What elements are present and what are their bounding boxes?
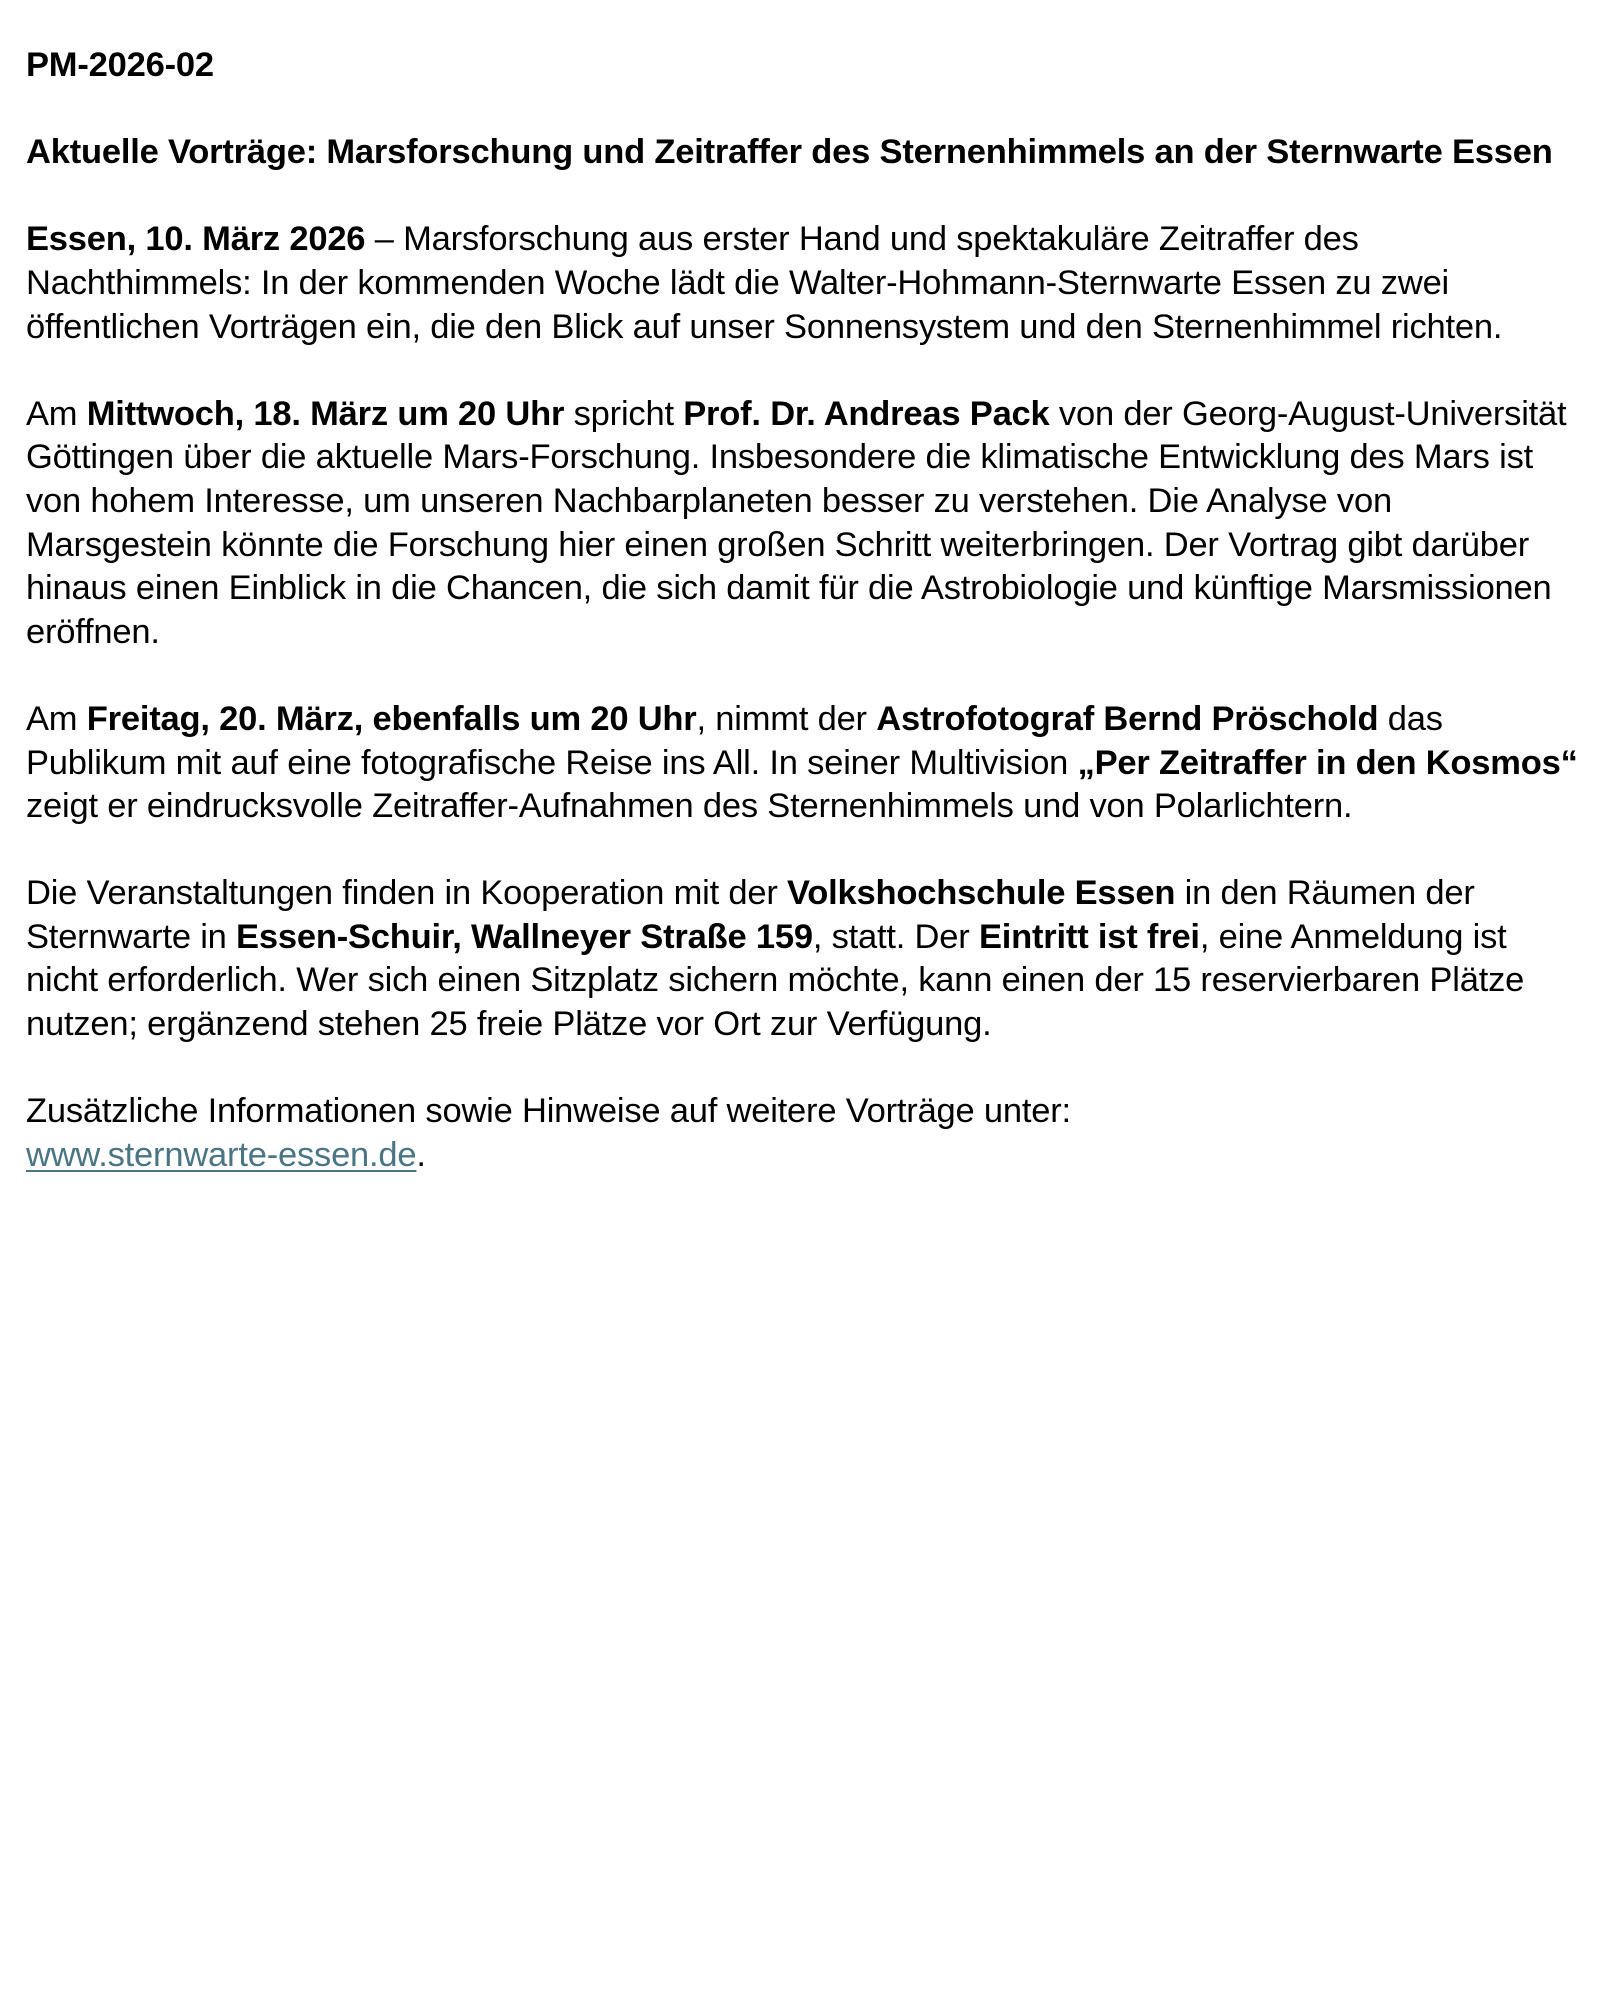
talk2-speaker: Astrofotograf Bernd Pröschold xyxy=(876,699,1379,738)
talk2-date: Freitag, 20. März, ebenfalls um 20 Uhr xyxy=(86,699,697,738)
venue-text: in den Räumen der Sternwarte in xyxy=(26,874,1475,956)
talk2-paragraph xyxy=(26,698,1586,829)
talk1-paragraph xyxy=(26,393,1586,655)
talk2-text: das Publikum mit auf eine fotografische Reise ins All. In seiner Multivision xyxy=(26,699,1443,782)
talk2-text: zeigt er eindrucksvolle Zeitraffer-Aufnahmen des Sternenhimmels und von Polarlichtern. xyxy=(26,787,1353,826)
venue-text: , statt. Der xyxy=(812,917,979,956)
talk1-text: Am xyxy=(26,394,87,433)
website-link[interactable]: www.sternwarte-essen.de xyxy=(26,1135,417,1174)
press-release xyxy=(26,44,1586,1221)
talk2-text: , nimmt der xyxy=(696,699,877,738)
talk1-text: spricht xyxy=(564,394,684,433)
venue-text: Die Veranstaltungen finden in Kooperation mit der xyxy=(26,874,787,913)
talk1-date: Mittwoch, 18. März um 20 Uhr xyxy=(86,394,565,433)
venue-partner: Volkshochschule Essen xyxy=(787,874,1176,913)
intro-text: – Marsforschung aus erster Hand und spektakuläre Zeitraffer des Nachthimmels: In der kommenden Woche lädt die Walter-Hohmann-Sternwarte Essen zu zwei öffentlichen Vorträgen ein, die den Blick auf unser Sonnensystem und den Sternenhimmel richten. xyxy=(26,220,1503,346)
talk1-text: von der Georg-August-Universität Göttingen über die aktuelle Mars-Forschung. Insbesondere die klimatische Entwicklung des Mars ist von hohem Interesse, um unseren Nachbarplaneten besser zu verstehen. Die Analyse von Marsgestein könnte die Forschung hier einen großen Schritt weiterbringen. Der Vortrag gibt darüber hinaus einen Einblick in die Chancen, die sich damit für die Astrobiologie und künftige Marsmissionen eröffnen. xyxy=(26,394,1567,651)
venue-text: , eine Anmeldung ist nicht erforderlich. Wer sich einen Sitzplatz sichern möchte, kann einen der 15 reservierbaren Plätze nutzen; ergänzend stehen 25 freie Plätze vor Ort zur Verfügung. xyxy=(26,917,1525,1044)
talk2-title: „Per Zeitraffer in den Kosmos“ xyxy=(1077,743,1578,782)
headline: Aktuelle Vorträge: Marsforschung und Zeitraffer des Sternenhimmels an der Sternwarte Essen xyxy=(26,133,1553,172)
intro-paragraph xyxy=(26,218,1586,349)
talk2-text: Am xyxy=(26,699,87,738)
dateline: Essen, 10. März 2026 xyxy=(26,220,366,259)
venue-address: Essen-Schuir, Wallneyer Straße 159 xyxy=(236,917,813,956)
more-info-paragraph xyxy=(26,1090,1586,1177)
reference-number: PM-2026-02 xyxy=(26,46,214,84)
talk1-speaker: Prof. Dr. Andreas Pack xyxy=(683,394,1050,433)
venue-admission: Eintritt ist frei xyxy=(978,917,1200,956)
more-info-text: Zusätzliche Informationen sowie Hinweise auf weitere Vorträge unter: xyxy=(26,1092,1071,1131)
more-info-trailing: . xyxy=(416,1135,426,1174)
venue-paragraph xyxy=(26,872,1586,1046)
